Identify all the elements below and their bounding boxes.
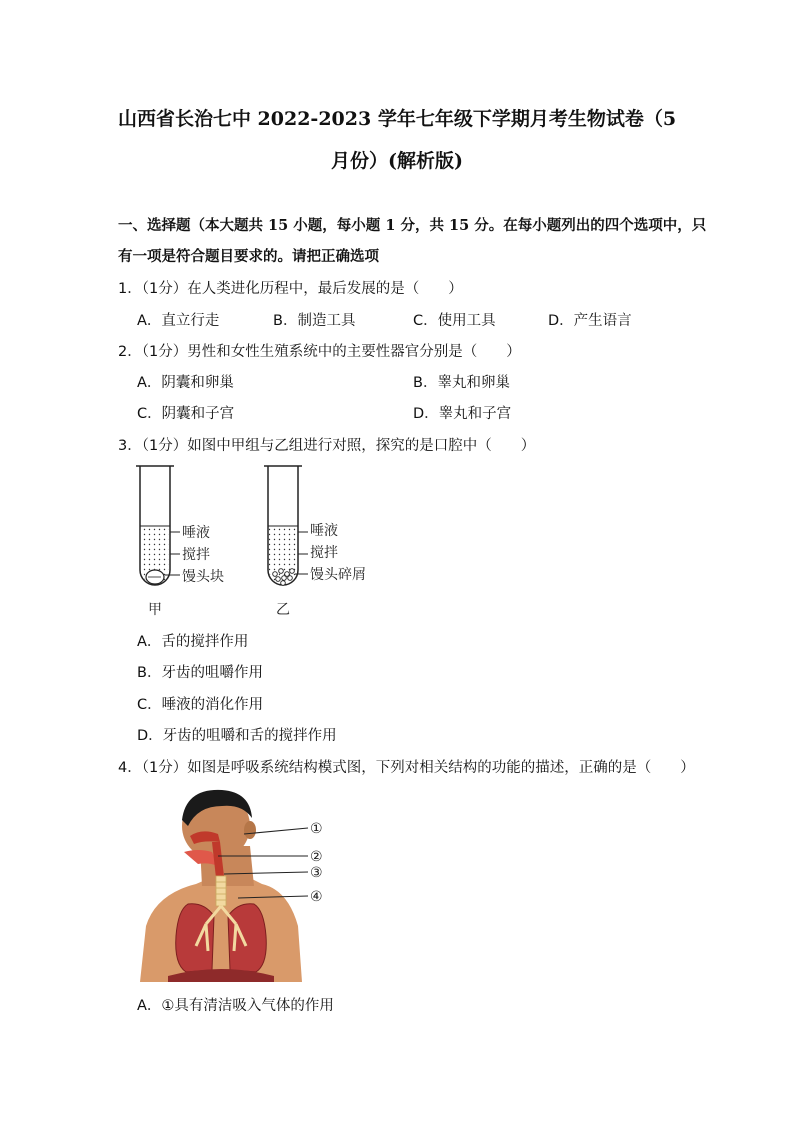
marker-3: ③ <box>310 865 323 881</box>
document-title-line-2: 月份）(解析版) <box>331 150 463 172</box>
test-tube-jia <box>136 466 180 585</box>
question-3-option-d: D．牙齿的咀嚼和舌的搅拌作用 <box>137 728 337 744</box>
question-4-option-a: A．①具有清洁吸入气体的作用 <box>137 998 334 1014</box>
question-3-option-a: A．舌的搅拌作用 <box>137 634 249 650</box>
tube-jia-label-stir: 搅拌 <box>182 547 210 563</box>
question-4-stem: 4．（1分）如图是呼吸系统结构模式图，下列对相关结构的功能的描述，正确的是（ ） <box>118 760 695 776</box>
test-tube-yi <box>264 466 308 585</box>
question-1-option-a: A．直立行走 <box>137 313 220 329</box>
tube-yi-label-stir: 搅拌 <box>310 545 338 561</box>
tube-jia-caption: 甲 <box>148 602 162 618</box>
section-heading-line-1: 一、选择题（本大题共 15 小题，每小题 1 分，共 15 分。在每小题列出的四个选项中，只 <box>118 217 707 234</box>
marker-4: ④ <box>310 889 323 905</box>
question-2-stem: 2．（1分）男性和女性生殖系统中的主要性器官分别是（ ） <box>118 344 521 360</box>
document-title-line-1: 山西省长治七中 2022-2023 学年七年级下学期月考生物试卷（5 <box>117 108 677 130</box>
question-3-option-c: C．唾液的消化作用 <box>137 697 264 713</box>
question-1-option-b: B．制造工具 <box>273 313 356 329</box>
question-1-option-d: D．产生语言 <box>548 313 632 329</box>
question-3-option-b: B．牙齿的咀嚼作用 <box>137 665 263 681</box>
tube-yi-label-saliva: 唾液 <box>310 523 338 539</box>
question-1-stem: 1．（1分）在人类进化历程中，最后发展的是（ ） <box>118 281 463 297</box>
question-2-option-a: A．阴囊和卵巢 <box>137 375 234 391</box>
marker-1: ① <box>310 821 323 837</box>
tube-yi-label-crumbs: 馒头碎屑 <box>310 567 366 583</box>
tube-jia-label-bread: 馒头块 <box>182 569 224 585</box>
question-2-option-d: D．睾丸和子宫 <box>413 406 512 422</box>
respiratory-system-figure <box>138 786 338 986</box>
test-tube-figure <box>132 462 392 622</box>
question-2-option-b: B．睾丸和卵巢 <box>413 375 510 391</box>
tube-jia-label-saliva: 唾液 <box>182 525 210 541</box>
tube-yi-caption: 乙 <box>276 602 290 618</box>
question-3-stem: 3．（1分）如图中甲组与乙组进行对照，探究的是口腔中（ ） <box>118 438 536 454</box>
section-heading-line-2: 有一项是符合题目要求的。请把正确选项 <box>118 248 379 265</box>
marker-2: ② <box>310 849 323 865</box>
question-2-option-c: C．阴囊和子宫 <box>137 406 235 422</box>
question-1-option-c: C．使用工具 <box>413 313 496 329</box>
